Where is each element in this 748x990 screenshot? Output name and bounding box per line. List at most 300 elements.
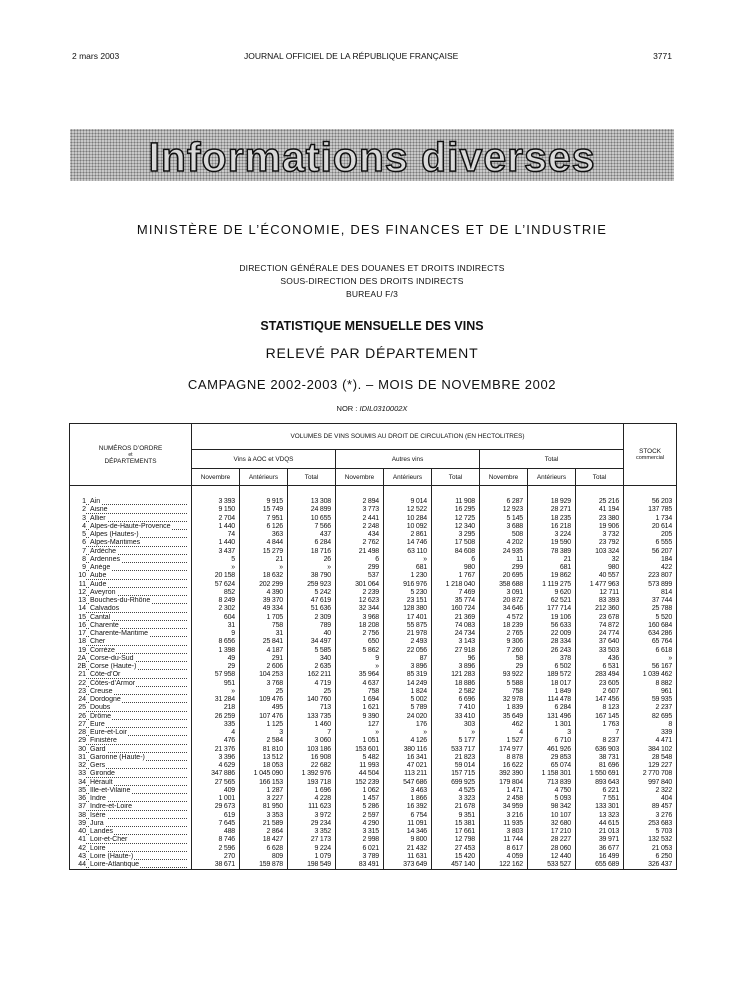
department-name: Gironde	[90, 770, 115, 778]
department-cell	[70, 721, 192, 729]
volume-cell: 373 649	[384, 861, 432, 870]
volume-cell: 537	[336, 572, 384, 580]
volume-cell: 2 607	[576, 688, 624, 696]
volume-cell: 27 565	[192, 779, 240, 787]
volume-cell: 18 632	[240, 572, 288, 580]
table-row	[70, 828, 677, 836]
volume-cell: 38 731	[576, 754, 624, 762]
department-code: 28	[70, 729, 86, 737]
department-name: Indre	[90, 795, 106, 802]
department-name: Alpes (Hautes-)	[90, 531, 139, 538]
volume-cell: 31 284	[192, 696, 240, 704]
department-cell	[70, 746, 192, 754]
department-cell	[70, 655, 192, 663]
department-name: Loire (Haute-)	[90, 852, 134, 860]
volume-cell: 1 477 963	[576, 581, 624, 589]
volume-cell: 147 456	[576, 696, 624, 704]
volume-cell: 16 295	[432, 506, 480, 514]
volume-cell: 137 785	[624, 506, 677, 514]
volume-cell: 636 903	[576, 746, 624, 754]
table-row	[70, 655, 677, 663]
volume-cell: 55 875	[384, 622, 432, 630]
volume-cell: 18 239	[480, 622, 528, 630]
volume-cell: 1 696	[288, 787, 336, 795]
volume-cell: 326 437	[624, 861, 677, 870]
volume-cell: 29	[192, 663, 240, 671]
department-cell	[70, 605, 192, 613]
department-name: Hérault	[90, 778, 113, 786]
department-name: Drôme	[90, 712, 112, 720]
department-code: 7	[70, 548, 86, 556]
volume-cell: »	[432, 729, 480, 737]
volume-cell: 4 525	[432, 787, 480, 795]
volume-cell: 5 230	[384, 589, 432, 597]
volume-cell: 56 633	[528, 622, 576, 630]
department-name: Aube	[90, 572, 107, 580]
volume-cell: 44 615	[576, 820, 624, 828]
table-row	[70, 605, 677, 613]
department-code: 27	[70, 721, 86, 729]
volume-cell: 4 187	[240, 647, 288, 655]
table-row	[70, 548, 677, 556]
direction-line: BUREAU F/3	[345, 289, 399, 299]
department-cell	[70, 713, 192, 721]
volume-cell: 28 548	[624, 754, 677, 762]
volume-cell: 13 323	[576, 812, 624, 820]
volume-cell: 10 092	[384, 523, 432, 531]
volume-cell: 22 056	[384, 647, 432, 655]
volume-cell: 681	[528, 564, 576, 572]
department-code: 5	[70, 531, 86, 539]
department-name: Corse-du-Sud	[90, 654, 134, 662]
volume-cell: 12 711	[576, 589, 624, 597]
group-header-autres: Autres vins	[336, 450, 480, 469]
releve-title: RELEVÉ PAR DÉPARTEMENT	[265, 345, 479, 361]
volume-cell: 9	[192, 630, 240, 638]
volume-cell: 299	[336, 564, 384, 572]
volume-cell: 29 234	[288, 820, 336, 828]
volume-cell: 6	[336, 556, 384, 564]
department-cell	[70, 754, 192, 762]
volume-cell: 283 494	[576, 671, 624, 679]
table-row	[70, 779, 677, 787]
department-code: 42	[70, 845, 86, 853]
volume-cell: 2 309	[288, 614, 336, 622]
volume-cell: 103 186	[288, 746, 336, 754]
volume-cell: 4 202	[480, 539, 528, 547]
volume-cell: 7 566	[288, 523, 336, 531]
volume-cell: 21 013	[576, 828, 624, 836]
volume-cell: 34 646	[480, 605, 528, 613]
volume-cell: 29 853	[528, 754, 576, 762]
volume-cell: 31	[240, 630, 288, 638]
volume-cell: 495	[240, 704, 288, 712]
volume-cell: 259 923	[288, 581, 336, 589]
volume-cell: 4 637	[336, 680, 384, 688]
volume-cell: 5 286	[336, 803, 384, 811]
volume-cell: 20 614	[624, 523, 677, 531]
volume-cell: 655 689	[576, 861, 624, 870]
volume-cell: 65 764	[624, 638, 677, 646]
volume-cell: 422	[624, 564, 677, 572]
volume-cell: 980	[576, 564, 624, 572]
department-name: Aude	[90, 580, 107, 588]
volume-cell: 20 158	[192, 572, 240, 580]
volume-cell: 3 393	[192, 486, 240, 507]
table-row	[70, 820, 677, 828]
volume-cell: 223 807	[624, 572, 677, 580]
volume-cell: 1 694	[336, 696, 384, 704]
volume-cell: 13 512	[240, 754, 288, 762]
department-code: 30	[70, 746, 86, 754]
volume-cell: 461 926	[528, 746, 576, 754]
volume-cell: 23 151	[384, 597, 432, 605]
volume-cell: 6 284	[288, 539, 336, 547]
volume-cell: 35 649	[480, 713, 528, 721]
table-body	[70, 486, 677, 870]
volume-cell: 713 839	[528, 779, 576, 787]
department-name: Aveyron	[90, 588, 116, 596]
volume-cell: 12 340	[432, 523, 480, 531]
volume-cell: 3 396	[192, 754, 240, 762]
volume-cell: 4 572	[480, 614, 528, 622]
volume-cell: 13 308	[288, 486, 336, 507]
volume-cell: 12 440	[528, 853, 576, 861]
volume-cell: 65 074	[528, 762, 576, 770]
nor-reference	[72, 404, 672, 413]
department-code: 38	[70, 812, 86, 820]
volume-cell: 3 968	[336, 614, 384, 622]
volume-cell: 2 635	[288, 663, 336, 671]
volume-cell: 24 935	[480, 548, 528, 556]
volume-cell: 1 230	[384, 572, 432, 580]
volume-cell: 39 370	[240, 597, 288, 605]
volume-cell: 81 696	[576, 762, 624, 770]
table-row	[70, 787, 677, 795]
department-name: Doubs	[90, 704, 111, 712]
volume-cell: 83 491	[336, 861, 384, 870]
volume-cell: 24 020	[384, 713, 432, 721]
volume-cell: 699 925	[432, 779, 480, 787]
volume-cell: 951	[192, 680, 240, 688]
department-code: 35	[70, 787, 86, 795]
volume-cell: 11 993	[336, 762, 384, 770]
volume-cell: 378	[528, 655, 576, 663]
volume-cell: »	[336, 729, 384, 737]
volume-cell: 131 496	[528, 713, 576, 721]
volume-cell: »	[192, 688, 240, 696]
volume-cell: 533 527	[528, 861, 576, 870]
volume-cell: 24 734	[432, 630, 480, 638]
volume-cell: 23 605	[576, 680, 624, 688]
table-row	[70, 556, 677, 564]
volume-cell: 107 476	[240, 713, 288, 721]
volume-cell: 2 597	[336, 812, 384, 820]
department-cell	[70, 836, 192, 844]
volume-cell: 18 208	[336, 622, 384, 630]
running-header	[72, 51, 672, 65]
volume-cell: 153 601	[336, 746, 384, 754]
volume-cell: 758	[240, 622, 288, 630]
volume-cell: 63 110	[384, 548, 432, 556]
department-code: 11	[70, 581, 86, 589]
volume-cell: 202 299	[240, 581, 288, 589]
volume-cell: 1 767	[432, 572, 480, 580]
volume-cell: 2 704	[192, 515, 240, 523]
volume-cell: 39 971	[576, 836, 624, 844]
department-code: 18	[70, 638, 86, 646]
department-cell	[70, 614, 192, 622]
volume-cell: 758	[480, 688, 528, 696]
volume-cell: 38 671	[192, 861, 240, 870]
volume-cell: 2 441	[336, 515, 384, 523]
volume-cell: 9 306	[480, 638, 528, 646]
department-cell	[70, 671, 192, 679]
department-cell	[70, 572, 192, 580]
department-code: 32	[70, 762, 86, 770]
department-name: Corrèze	[90, 646, 115, 654]
volume-cell: 14 346	[384, 828, 432, 836]
volume-cell: 12 798	[432, 836, 480, 844]
volume-cell: 7	[288, 729, 336, 737]
table-row	[70, 515, 677, 523]
volume-cell: 409	[192, 787, 240, 795]
volume-cell: 1 763	[576, 721, 624, 729]
volume-cell: 434	[336, 531, 384, 539]
volume-cell: 619	[192, 812, 240, 820]
department-name: Alpes-de-Haute-Provence	[90, 522, 171, 530]
department-code: 25	[70, 704, 86, 712]
department-code: 33	[70, 770, 86, 778]
volume-cell: 3 463	[384, 787, 432, 795]
department-name: Indre-et-Loire	[90, 803, 133, 811]
volume-cell: 47 619	[288, 597, 336, 605]
volume-cell: 347 886	[192, 770, 240, 778]
volume-cell: 650	[336, 638, 384, 646]
volume-cell: 111 623	[288, 803, 336, 811]
department-name: Eure	[90, 720, 105, 728]
sub-header-novembre: Novembre	[192, 469, 240, 486]
volume-cell: 23 380	[576, 515, 624, 523]
volume-cell: 1 218 040	[432, 581, 480, 589]
volume-cell: 916 976	[384, 581, 432, 589]
volume-cell: 18 886	[432, 680, 480, 688]
volume-cell: 26	[288, 556, 336, 564]
volume-cell: 547 686	[384, 779, 432, 787]
volume-cell: 961	[624, 688, 677, 696]
volume-cell: 7 469	[432, 589, 480, 597]
volume-cell: »	[384, 556, 432, 564]
department-code: 37	[70, 803, 86, 811]
department-cell	[70, 779, 192, 787]
volume-cell: 32 978	[480, 696, 528, 704]
volume-cell: 29 673	[192, 803, 240, 811]
volume-cell: 129 227	[624, 762, 677, 770]
department-cell	[70, 770, 192, 778]
volume-cell: 6 531	[576, 663, 624, 671]
volume-cell: 6 555	[624, 539, 677, 547]
volume-cell: 17 661	[432, 828, 480, 836]
department-name: Ain	[90, 498, 101, 505]
department-name: Ardèche	[90, 547, 117, 555]
volume-cell: 9 014	[384, 486, 432, 507]
volume-cell: 19 590	[528, 539, 576, 547]
volume-cell: 27 173	[288, 836, 336, 844]
department-name: Landes	[90, 828, 113, 835]
table-row	[70, 572, 677, 580]
volume-cell: 392 390	[480, 770, 528, 778]
volume-cell: 87	[384, 655, 432, 663]
department-name: Finistère	[90, 737, 117, 745]
volume-cell: 174 977	[480, 746, 528, 754]
volume-cell: 109 476	[240, 696, 288, 704]
sub-header-anterieurs: Antérieurs	[528, 469, 576, 486]
department-cell	[70, 647, 192, 655]
volume-cell: 193 718	[288, 779, 336, 787]
volume-cell: 363	[240, 531, 288, 539]
volume-cell: 1 287	[240, 787, 288, 795]
volume-cell: 5	[192, 556, 240, 564]
department-code: 8	[70, 556, 86, 564]
volume-cell: 218	[192, 704, 240, 712]
volume-cell: 96	[432, 655, 480, 663]
volume-cell: 28 271	[528, 506, 576, 514]
volume-cell: 98 342	[528, 803, 576, 811]
volume-cell: 21 823	[432, 754, 480, 762]
volume-cell: 2 322	[624, 787, 677, 795]
volume-cell: 2 998	[336, 836, 384, 844]
volume-cell: »	[240, 564, 288, 572]
department-code: 13	[70, 597, 86, 605]
volume-cell: 17 210	[528, 828, 576, 836]
volume-cell: 32 680	[528, 820, 576, 828]
volume-cell: 1 301	[528, 721, 576, 729]
volume-cell: 3 353	[240, 812, 288, 820]
volume-cell: 21 432	[384, 845, 432, 853]
department-code: 19	[70, 647, 86, 655]
volume-cell: 9 351	[432, 812, 480, 820]
volume-cell: 2 582	[432, 688, 480, 696]
volume-cell: 24 774	[576, 630, 624, 638]
volume-cell: 6 021	[336, 845, 384, 853]
volume-cell: 44 504	[336, 770, 384, 778]
volume-cell: 2 756	[336, 630, 384, 638]
volume-cell: 21 376	[192, 746, 240, 754]
volume-cell: 56 207	[624, 548, 677, 556]
volume-cell: 457 140	[432, 861, 480, 870]
volume-cell: 814	[624, 589, 677, 597]
department-cell	[70, 729, 192, 737]
volume-cell: 21	[528, 556, 576, 564]
sub-header-total: Total	[576, 469, 624, 486]
department-cell	[70, 795, 192, 803]
volume-cell: 7 951	[240, 515, 288, 523]
table-row	[70, 680, 677, 688]
volume-cell: 3 352	[288, 828, 336, 836]
group-header-total: Total	[480, 450, 624, 469]
volume-cell: 104 253	[240, 671, 288, 679]
table-row	[70, 539, 677, 547]
column-header-stock: STOCK commercial	[624, 424, 677, 486]
volume-cell: 253 683	[624, 820, 677, 828]
volume-cell: 17 508	[432, 539, 480, 547]
volume-cell: 9 224	[288, 845, 336, 853]
volume-cell: 16 908	[288, 754, 336, 762]
volume-cell: 15 279	[240, 548, 288, 556]
department-cell	[70, 704, 192, 712]
department-cell	[70, 663, 192, 671]
volume-cell: 3 789	[336, 853, 384, 861]
volume-cell: 12 623	[336, 597, 384, 605]
volume-cell: 37 744	[624, 597, 677, 605]
volume-cell: 2 861	[384, 531, 432, 539]
volume-cell: 35 964	[336, 671, 384, 679]
volume-cell: 83 393	[576, 597, 624, 605]
volume-cell: 789	[288, 622, 336, 630]
department-cell	[70, 803, 192, 811]
volume-cell: 25 841	[240, 638, 288, 646]
volume-cell: 5 145	[480, 515, 528, 523]
volume-cell: 4 126	[384, 737, 432, 745]
department-name: Cantal	[90, 613, 111, 621]
volume-cell: 40	[288, 630, 336, 638]
volume-cell: 25	[288, 688, 336, 696]
volume-cell: 160 724	[432, 605, 480, 613]
volume-cell: 162 211	[288, 671, 336, 679]
volume-cell: 6 502	[528, 663, 576, 671]
volume-cell: 93 922	[480, 671, 528, 679]
volume-cell: 47 021	[384, 762, 432, 770]
volume-cell: 5 703	[624, 828, 677, 836]
volume-cell: 20 695	[480, 572, 528, 580]
volume-cell: 114 478	[528, 696, 576, 704]
statistic-title: STATISTIQUE MENSUELLE DES VINS	[260, 319, 484, 333]
volume-cell: 27 453	[432, 845, 480, 853]
department-cell	[70, 515, 192, 523]
department-cell	[70, 737, 192, 745]
department-code: 34	[70, 779, 86, 787]
department-code: 2	[70, 506, 86, 514]
volume-cell: 488	[192, 828, 240, 836]
volume-cell: 12 923	[480, 506, 528, 514]
volume-cell: 303	[432, 721, 480, 729]
table-row	[70, 770, 677, 778]
department-name: Loire	[90, 844, 106, 852]
department-cell	[70, 564, 192, 572]
volume-cell: 6 250	[624, 853, 677, 861]
volume-cell: 8 878	[480, 754, 528, 762]
volume-cell: 2 894	[336, 486, 384, 507]
volume-cell: 6 696	[432, 696, 480, 704]
volume-cell: 18 716	[288, 548, 336, 556]
table-row	[70, 523, 677, 531]
header-journal: JOURNAL OFFICIEL DE LA RÉPUBLIQUE FRANÇAISE	[244, 51, 459, 61]
volume-cell: »	[384, 729, 432, 737]
volume-cell: 34 959	[480, 803, 528, 811]
volume-cell: 16 341	[384, 754, 432, 762]
volume-cell: 166 153	[240, 779, 288, 787]
volume-cell: 198 549	[288, 861, 336, 870]
department-name: Isère	[90, 811, 106, 819]
volume-cell: 3 972	[288, 812, 336, 820]
volume-cell: 22 682	[288, 762, 336, 770]
department-name: Creuse	[90, 687, 113, 695]
volume-cell: 18 929	[528, 486, 576, 507]
volume-cell: 462	[480, 721, 528, 729]
volume-cell: 1 079	[288, 853, 336, 861]
volume-cell: 157 715	[432, 770, 480, 778]
table-row	[70, 853, 677, 861]
